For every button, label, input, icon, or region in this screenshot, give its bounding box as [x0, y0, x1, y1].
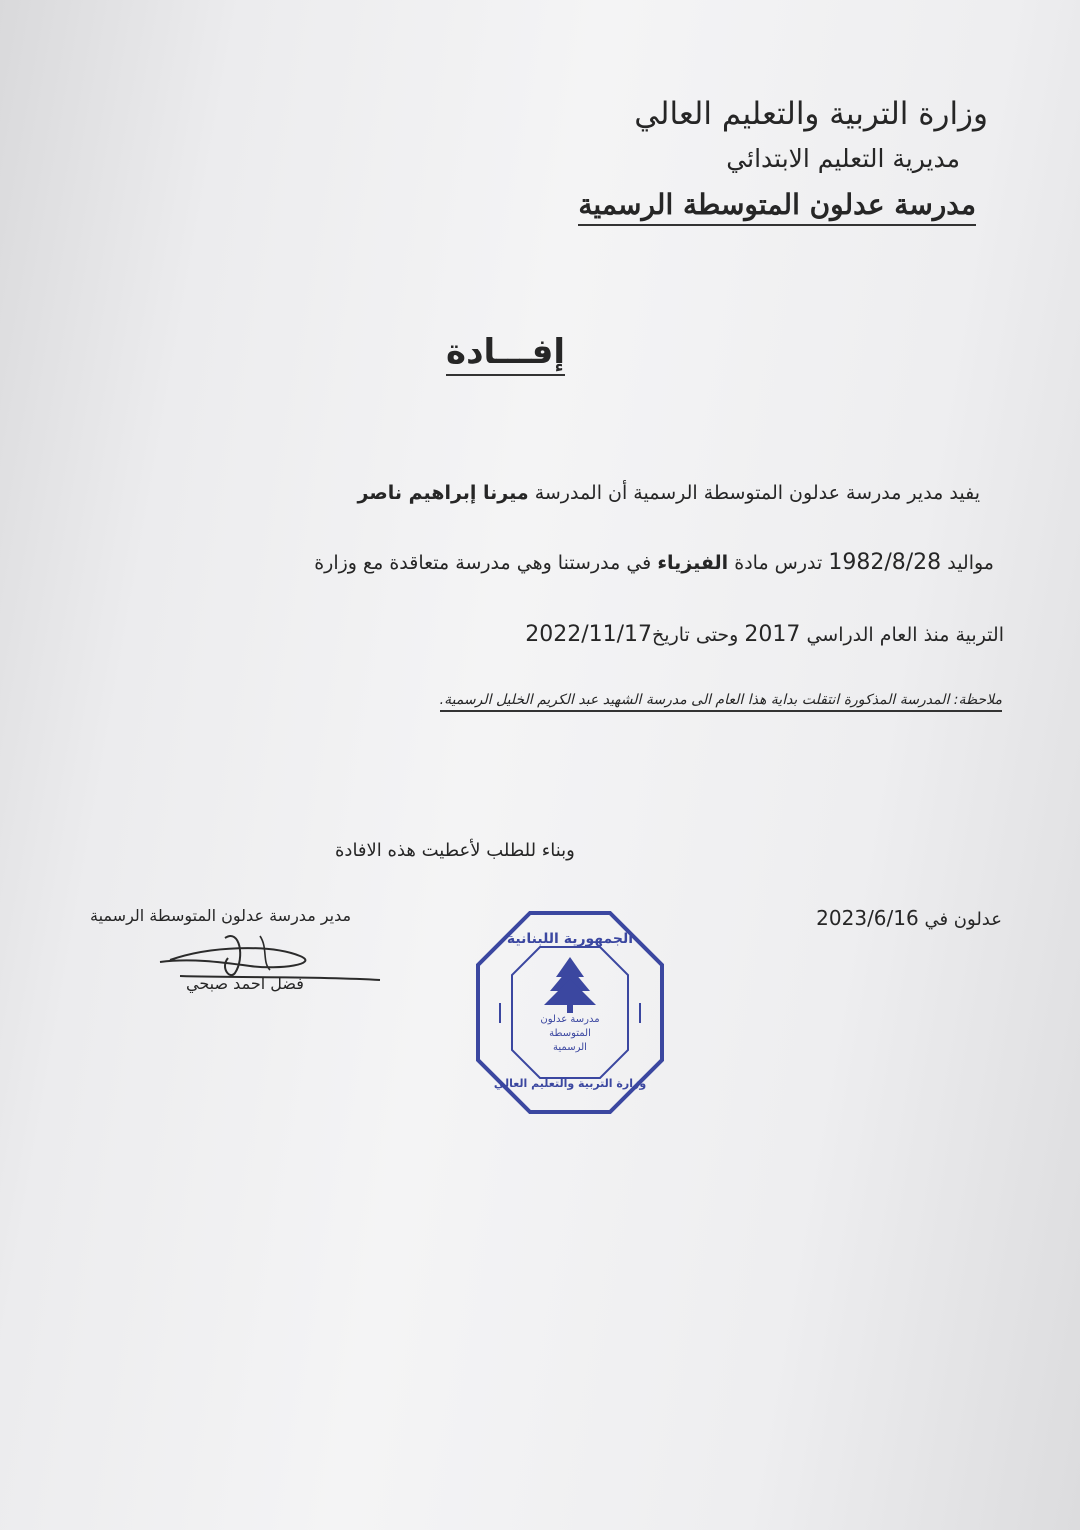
teacher-name: ميرنا إبراهيم ناصر: [357, 482, 529, 504]
teaches-subject-label: تدرس مادة: [734, 552, 823, 574]
since-year-label: التربية منذ العام الدراسي: [806, 624, 1004, 646]
document-title: إفـــادة: [446, 332, 565, 376]
subject-name: الفيزياء: [657, 552, 729, 574]
body-line-1: [358, 482, 980, 504]
ministry-heading: وزارة التربية والتعليم العالي: [634, 96, 988, 132]
stamp-bottom-text: وزارة التربية والتعليم العالي: [493, 1077, 647, 1090]
body-line-2: [314, 550, 994, 575]
body-line-1-text: يفيد مدير مدرسة عدلون المتوسطة الرسمية أن المدرسة: [534, 482, 980, 504]
place-label: عدلون في: [924, 909, 1002, 930]
official-stamp: [470, 905, 670, 1120]
cedar-tree-icon: [544, 957, 596, 1013]
note-text: ملاحظة: المدرسة المذكورة انتقلت بداية هذا العام الى مدرسة الشهيد عبد الكريم الخليل الرسمية.: [440, 692, 1002, 712]
place-and-date: [816, 906, 1002, 930]
body-line-3: [525, 622, 1004, 647]
issue-date: 2023/6/16: [816, 906, 919, 930]
directorate-heading: مديرية التعليم الابتدائي: [726, 144, 960, 173]
school-heading: مدرسة عدلون المتوسطة الرسمية: [578, 188, 976, 226]
director-title: مدير مدرسة عدلون المتوسطة الرسمية: [90, 906, 352, 925]
body-line-2-text: في مدرستنا وهي مدرسة متعاقدة مع وزارة: [314, 552, 652, 574]
stamp-center-text: مدرسة عدلون المتوسطة الرسمية: [540, 1014, 600, 1053]
closing-statement: وبناء للطلب لأعطيت هذه الافادة: [335, 840, 575, 861]
until-date-label: وحتى تاريخ: [652, 624, 739, 646]
stamp-top-text: الجمهورية اللبنانية: [506, 931, 634, 947]
end-date: 2022/11/17: [525, 622, 653, 647]
director-signature: [150, 918, 390, 1008]
birth-date: 1982/8/28: [828, 550, 942, 575]
born-label: مواليد: [947, 552, 994, 574]
start-year: 2017: [744, 622, 801, 647]
director-name: فضل احمد صبحي: [186, 974, 304, 993]
